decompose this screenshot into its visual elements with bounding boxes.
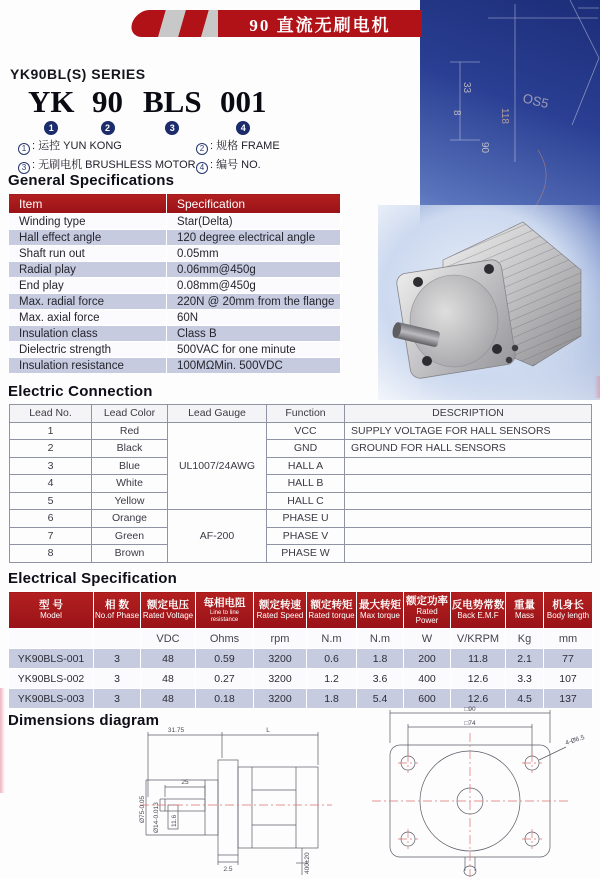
dimensions-diagram <box>0 705 600 879</box>
table-row <box>10 440 592 458</box>
column-header-zh: 反电势常数 <box>451 599 505 612</box>
column-header <box>451 592 506 629</box>
table-row <box>9 649 593 669</box>
legend-item <box>18 156 196 174</box>
lead-color: Brown <box>92 545 168 563</box>
series-label: YK90BL(S) SERIES <box>10 66 146 82</box>
column-header <box>141 592 196 629</box>
value-cell: 48 <box>141 689 196 709</box>
unit-cell: N.m <box>357 629 404 649</box>
spec-item: Max. radial force <box>9 294 167 310</box>
lead-function: GND <box>267 440 345 458</box>
lead-color: Green <box>92 527 168 545</box>
sketch-label: 33 <box>461 82 472 94</box>
electric-connection-table <box>9 404 592 563</box>
model-cell: YK90BLS-002 <box>9 669 94 689</box>
lead-description <box>345 492 592 510</box>
spec-item: Insulation resistance <box>9 358 167 374</box>
table-row <box>10 492 592 510</box>
model-code-marker: 1 <box>44 121 58 135</box>
value-cell: 1.8 <box>357 649 404 669</box>
lead-no: 5 <box>10 492 92 510</box>
model-code-part <box>92 86 123 135</box>
page-banner <box>130 10 422 37</box>
model-code-text: 001 <box>220 84 267 119</box>
table-row <box>9 669 593 689</box>
value-cell: 77 <box>544 649 593 669</box>
lead-function: HALL C <box>267 492 345 510</box>
column-header-en: Rated Voltage <box>142 611 194 621</box>
table-row <box>9 358 341 374</box>
model-cell: YK90BLS-003 <box>9 689 94 709</box>
lead-no: 4 <box>10 475 92 493</box>
column-header-en: Rated torque <box>308 611 355 621</box>
column-header-en: Model <box>40 611 62 621</box>
unit-cell: Kg <box>506 629 544 649</box>
value-cell: 48 <box>141 669 196 689</box>
value-cell: 3 <box>94 689 141 709</box>
sketch-label: 8 <box>451 110 462 116</box>
value-cell: 200 <box>404 649 451 669</box>
unit-cell: rpm <box>254 629 307 649</box>
lead-function: HALL B <box>267 475 345 493</box>
lead-color: Black <box>92 440 168 458</box>
legend-text: : 运控 YUN KONG <box>32 140 122 152</box>
lead-description <box>345 457 592 475</box>
spec-value: Class B <box>167 326 341 342</box>
model-code-part <box>220 86 267 135</box>
table-row <box>9 326 341 342</box>
lead-no: 8 <box>10 545 92 563</box>
lead-no: 3 <box>10 457 92 475</box>
value-cell: 5.4 <box>357 689 404 709</box>
legend-text: : 编号 NO. <box>210 159 261 171</box>
column-header-en: Line to line resistance <box>209 609 240 623</box>
unit-cell <box>9 629 94 649</box>
scan-smudge <box>594 376 600 398</box>
column-header-en: Mass <box>514 611 535 621</box>
column-header <box>94 592 141 629</box>
model-code-part <box>28 86 75 135</box>
spec-item: End play <box>9 278 167 294</box>
unit-cell: mm <box>544 629 593 649</box>
value-cell: 137 <box>544 689 593 709</box>
legend-marker: 1 <box>18 143 30 155</box>
dim-label: Ø14-0.013 <box>153 802 160 833</box>
lead-color: Red <box>92 422 168 440</box>
lead-color: Yellow <box>92 492 168 510</box>
column-header <box>254 592 307 629</box>
table-row <box>9 214 341 230</box>
dim-label: L <box>266 727 270 734</box>
column-header: Lead Gauge <box>168 405 267 423</box>
spec-value: 60N <box>167 310 341 326</box>
value-cell: 1.2 <box>307 669 357 689</box>
column-header-zh: 重量 <box>514 599 535 612</box>
scan-smudge <box>0 688 5 793</box>
sketch-label: OS5 <box>521 90 551 112</box>
lead-no: 1 <box>10 422 92 440</box>
dim-label: 400±20 <box>304 852 311 874</box>
column-header-en: Max torque <box>359 611 401 621</box>
value-cell: 1.8 <box>307 689 357 709</box>
table-row <box>9 230 341 246</box>
value-cell: 3 <box>94 649 141 669</box>
lead-no: 7 <box>10 527 92 545</box>
units-row <box>9 629 593 649</box>
lead-description <box>345 545 592 563</box>
sketch-label: 118 <box>499 108 510 124</box>
value-cell: 400 <box>404 669 451 689</box>
dim-label: 4-Ø6.5 <box>564 734 586 747</box>
table-row <box>9 342 341 358</box>
column-header <box>506 592 544 629</box>
column-header-zh: 每相电阻 <box>203 596 246 609</box>
column-header <box>9 592 94 629</box>
unit-cell <box>94 629 141 649</box>
value-cell: 12.6 <box>451 669 506 689</box>
spec-value: 500VAC for one minute <box>167 342 341 358</box>
value-cell: 0.18 <box>196 689 254 709</box>
column-header <box>404 592 451 629</box>
value-cell: 3.3 <box>506 669 544 689</box>
table-row <box>9 310 341 326</box>
table-row <box>10 457 592 475</box>
table-row <box>9 278 341 294</box>
value-cell: 48 <box>141 649 196 669</box>
value-cell: 3200 <box>254 689 307 709</box>
spec-item: Dielectric strength <box>9 342 167 358</box>
legend-marker: 4 <box>196 162 208 174</box>
column-header: Lead No. <box>10 405 92 423</box>
model-code-marker: 2 <box>101 121 115 135</box>
lead-color: Orange <box>92 510 168 528</box>
spec-value: 0.08mm@450g <box>167 278 341 294</box>
model-code-marker: 3 <box>165 121 179 135</box>
lead-function: VCC <box>267 422 345 440</box>
value-cell: 11.8 <box>451 649 506 669</box>
legend-text: : 无刷电机 BRUSHLESS MOTOR <box>32 159 196 171</box>
spec-item: Shaft run out <box>9 246 167 262</box>
column-header: Lead Color <box>92 405 168 423</box>
unit-cell: Ohms <box>196 629 254 649</box>
lead-function: PHASE W <box>267 545 345 563</box>
column-header <box>357 592 404 629</box>
model-cell: YK90BLS-001 <box>9 649 94 669</box>
general-specifications-table <box>8 193 341 374</box>
lead-description <box>345 527 592 545</box>
legend-item <box>196 137 280 155</box>
column-header-zh: 额定转速 <box>259 599 301 612</box>
lead-function: HALL A <box>267 457 345 475</box>
lead-color: White <box>92 475 168 493</box>
spec-item: Radial play <box>9 262 167 278</box>
lead-no: 6 <box>10 510 92 528</box>
electrical-specification-table <box>8 591 593 709</box>
lead-function: PHASE V <box>267 527 345 545</box>
legend-marker: 2 <box>196 143 208 155</box>
column-header-zh: 额定转矩 <box>310 599 353 612</box>
value-cell: 600 <box>404 689 451 709</box>
value-cell: 4.5 <box>506 689 544 709</box>
lead-description: GROUND FOR HALL SENSORS <box>345 440 592 458</box>
column-header-zh: 相 数 <box>105 599 129 612</box>
model-code-text: BLS <box>143 84 202 119</box>
spec-value: 0.05mm <box>167 246 341 262</box>
lead-gauge: AF-200 <box>168 510 267 563</box>
legend-item <box>196 156 261 174</box>
column-header: Specification <box>167 194 341 214</box>
column-header-en: Back E.M.F <box>457 611 499 621</box>
banner-title: 90 直流无刷电机 <box>218 10 422 37</box>
column-header-zh: 型 号 <box>39 599 63 612</box>
section-heading-connection: Electric Connection <box>8 383 153 400</box>
spec-item: Insulation class <box>9 326 167 342</box>
column-header <box>196 592 254 629</box>
lead-gauge: UL1007/24AWG <box>168 422 267 510</box>
lead-color: Blue <box>92 457 168 475</box>
dim-label: 31.75 <box>167 727 185 734</box>
section-heading-dimensions: Dimensions diagram <box>8 712 160 729</box>
table-row <box>9 262 341 278</box>
table-row <box>10 527 592 545</box>
model-code-part <box>143 86 202 135</box>
table-row <box>9 294 341 310</box>
dim-label: Ø75-0.05 <box>139 795 146 823</box>
value-cell: 107 <box>544 669 593 689</box>
table-row <box>10 510 592 528</box>
column-header-en: Rated Speed <box>256 611 304 621</box>
dim-label: 2.5 <box>223 866 233 873</box>
column-header <box>544 592 593 629</box>
sketch-label: 90 <box>479 142 490 154</box>
column-header-en: Rated Power <box>415 606 439 625</box>
column-header: DESCRIPTION <box>345 405 592 423</box>
spec-value: 100MΩMin. 500VDC <box>167 358 341 374</box>
lead-no: 2 <box>10 440 92 458</box>
legend-item <box>18 137 122 155</box>
dim-label: 25 <box>181 779 189 786</box>
section-heading-electrical: Electrical Specification <box>8 570 178 587</box>
unit-cell: W <box>404 629 451 649</box>
value-cell: 0.59 <box>196 649 254 669</box>
value-cell: 3200 <box>254 669 307 689</box>
model-code-marker: 4 <box>236 121 250 135</box>
section-heading-general: General Specifications <box>8 172 175 189</box>
spec-item: Hall effect angle <box>9 230 167 246</box>
spec-value: 120 degree electrical angle <box>167 230 341 246</box>
lead-description <box>345 475 592 493</box>
dim-label: □90 <box>464 706 476 713</box>
column-header: Function <box>267 405 345 423</box>
dim-label: □74 <box>464 720 476 727</box>
value-cell: 0.27 <box>196 669 254 689</box>
column-header-en: No.of Phase <box>94 611 140 621</box>
model-code-text: YK <box>28 84 75 119</box>
value-cell: 3 <box>94 669 141 689</box>
table-row <box>9 246 341 262</box>
column-header-zh: 额定功率 <box>406 594 448 607</box>
unit-cell: V/KRPM <box>451 629 506 649</box>
lead-description: SUPPLY VOLTAGE FOR HALL SENSORS <box>345 422 592 440</box>
value-cell: 3.6 <box>357 669 404 689</box>
value-cell: 12.6 <box>451 689 506 709</box>
lead-function: PHASE U <box>267 510 345 528</box>
spec-value: 220N @ 20mm from the flange <box>167 294 341 310</box>
unit-cell: N.m <box>307 629 357 649</box>
table-row <box>10 422 592 440</box>
lead-description <box>345 510 592 528</box>
column-header-zh: 最大转矩 <box>359 599 401 612</box>
legend-marker: 3 <box>18 162 30 174</box>
column-header-zh: 额定电压 <box>147 599 189 612</box>
spec-item: Max. axial force <box>9 310 167 326</box>
spec-value: 0.06mm@450g <box>167 262 341 278</box>
column-header <box>307 592 357 629</box>
value-cell: 2.1 <box>506 649 544 669</box>
dim-label: 11.6 <box>171 814 178 827</box>
column-header-zh: 机身长 <box>552 599 584 612</box>
table-row <box>10 545 592 563</box>
model-code-text: 90 <box>92 84 123 119</box>
table-row <box>10 475 592 493</box>
value-cell: 0.6 <box>307 649 357 669</box>
unit-cell: VDC <box>141 629 196 649</box>
column-header-en: Body length <box>546 611 590 621</box>
motor-photo <box>383 208 597 400</box>
spec-value: Star(Delta) <box>167 214 341 230</box>
legend-text: : 规格 FRAME <box>210 140 280 152</box>
value-cell: 3200 <box>254 649 307 669</box>
spec-item: Winding type <box>9 214 167 230</box>
column-header: Item <box>9 194 167 214</box>
